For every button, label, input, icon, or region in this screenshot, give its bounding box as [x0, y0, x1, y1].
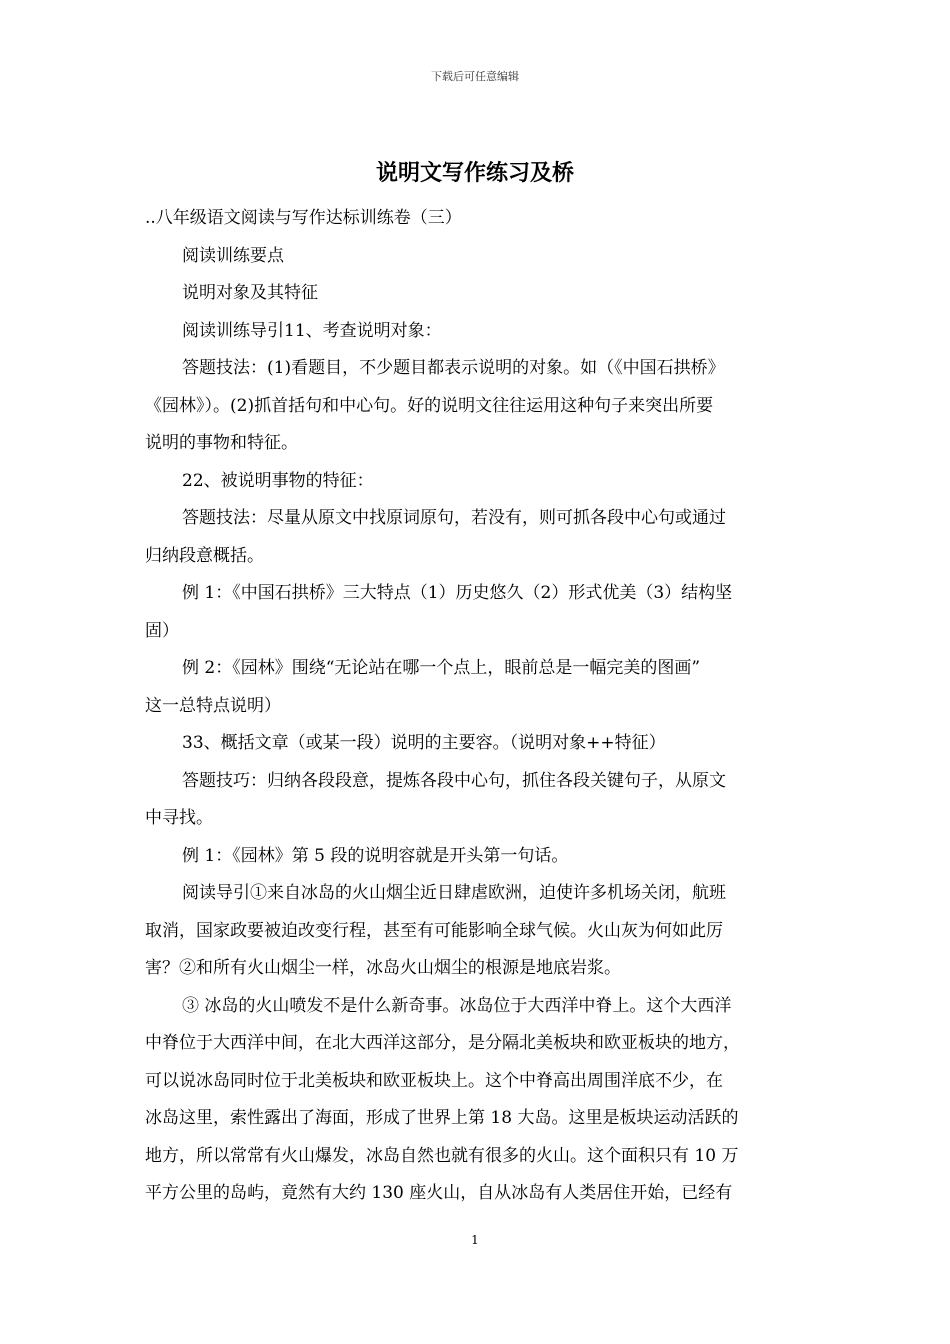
body-line: 例 1：《中国石拱桥》三大特点（1）历史悠久（2）形式优美（3）结构坚 [182, 583, 733, 603]
document-body [145, 200, 810, 1213]
body-line: 这一总特点说明） [145, 695, 281, 716]
body-line: 取消，国家政要被迫改变行程，甚至有可能影响全球气候。火山灰为何如此厉 [145, 920, 723, 941]
body-line: 例 2：《园林》围绕“无论站在哪一个点上，眼前总是一幅完美的图画” [182, 658, 701, 678]
body-line: ③ 冰岛的火山喷发不是什么新奇事。冰岛位于大西洋中脊上。这个大西洋 [182, 995, 732, 1016]
body-line: 阅读训练导引11、考查说明对象： [182, 320, 442, 341]
body-line: 33、概括文章（或某一段）说明的主要容。（说明对象++特征） [182, 733, 666, 753]
document-title: 说明文写作练习及桥 [375, 161, 574, 186]
body-line: 阅读导引①来自冰岛的火山烟尘近日肆虐欧洲，迫使许多机场关闭，航班 [182, 883, 726, 903]
body-line: 中寻找。 [145, 808, 213, 828]
body-line: 说明的事物和特征。 [145, 433, 298, 453]
body-line: ..八年级语文阅读与写作达标训练卷（三） [145, 208, 462, 228]
body-line: 说明对象及其特征 [182, 283, 318, 303]
body-line: 答题技巧：归纳各段段意，提炼各段中心句，抓住各段关键句子，从原文 [182, 770, 726, 791]
body-line: 冰岛这里，索性露出了海面，形成了世界上第 18 大岛。这里是板块运动活跃的 [145, 1108, 739, 1128]
body-line: 害？②和所有火山烟尘一样，冰岛火山烟尘的根源是地底岩浆。 [145, 958, 621, 978]
body-line: 固） [145, 620, 179, 641]
body-line: 地方，所以常常有火山爆发，冰岛自然也就有很多的火山。这个面积只有 10 万 [145, 1145, 739, 1166]
body-line: 例 1：《园林》第 5 段的说明容就是开头第一句话。 [182, 845, 569, 866]
body-line: 答题技法：(1)看题目，不少题目都表示说明的对象。如（《中国石拱桥》 [182, 358, 725, 378]
body-line: 答题技法：尽量从原文中找原词原句，若没有，则可抓各段中心句或通过 [182, 508, 726, 528]
body-line: 中脊位于大西洋中间，在北大西洋这部分，是分隔北美板块和欧亚板块的地方， [145, 1033, 740, 1053]
body-line: 阅读训练要点 [182, 245, 284, 266]
page-number: 1 [471, 1233, 479, 1247]
body-line: 可以说冰岛同时位于北美板块和欧亚板块上。这个中脊高出周围洋底不少，在 [145, 1070, 723, 1091]
body-line: 22、被说明事物的特征： [182, 470, 374, 491]
body-line: 平方公里的岛屿，竟然有大约 130 座火山，自从冰岛有人类居住开始，已经有 [145, 1183, 733, 1203]
body-line: 《园林》）。(2)抓首括句和中心句。好的说明文往往运用这种句子来突出所要 [145, 395, 714, 416]
body-line: 归纳段意概括。 [145, 545, 264, 566]
page-header: 下载后可任意编辑 [431, 70, 519, 83]
